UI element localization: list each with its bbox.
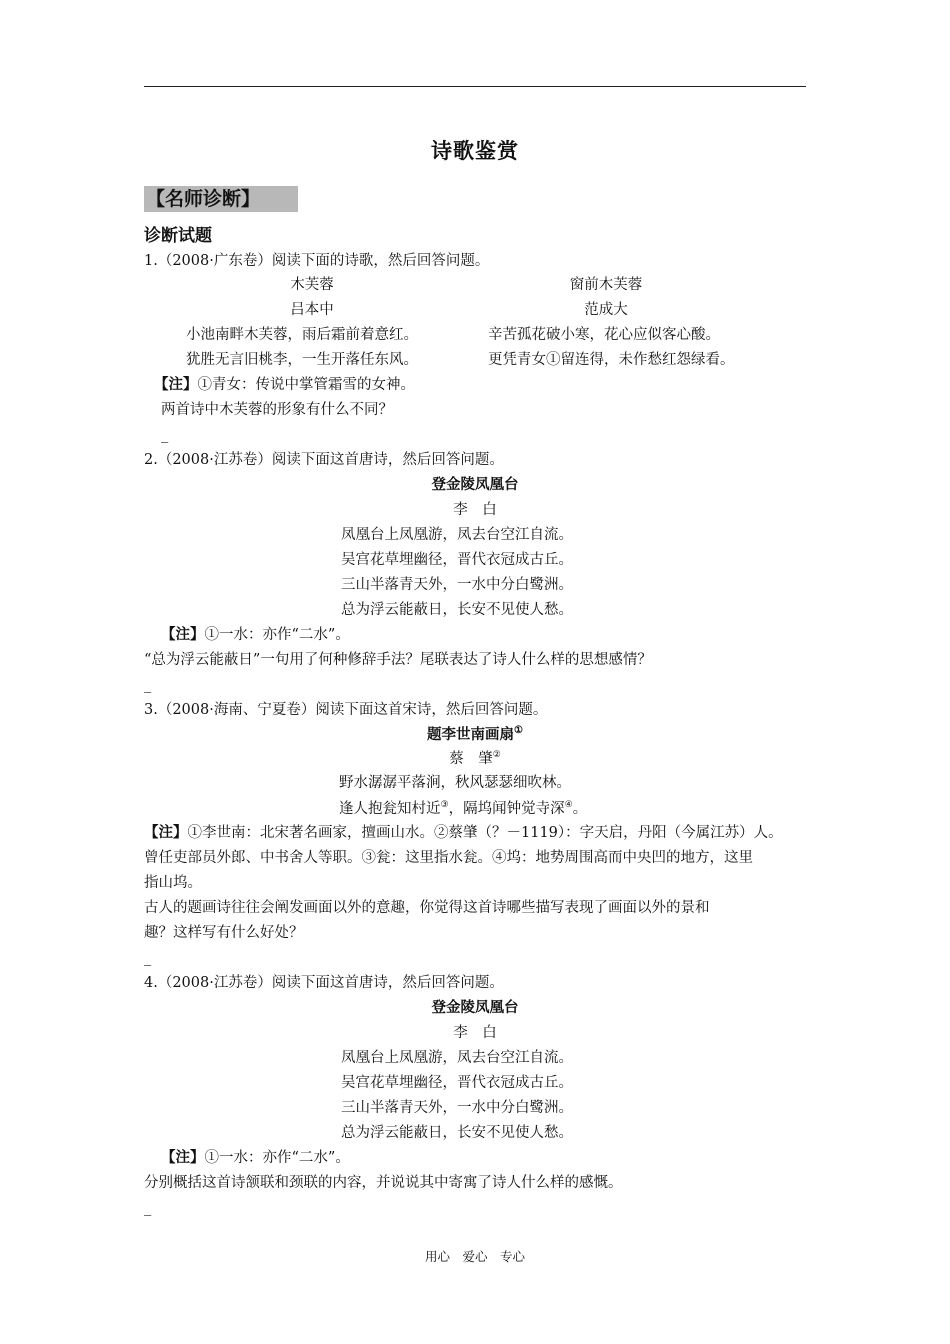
q1-poem-b-author: 范成大 [584, 302, 628, 318]
q1-poem-a-title: 木芙蓉 [290, 277, 334, 293]
q3-poem-title: 题李世南画扇 [427, 725, 515, 743]
q2-line1: 凤凰台上凤凰游，凤去台空江自流。 [341, 527, 573, 543]
q3-line2b: ，隔坞闻钟觉寺深 [448, 800, 565, 817]
q3-note-label: 【注】 [144, 824, 188, 841]
q4-poem-title: 登金陵凤凰台 [431, 999, 519, 1016]
q2-poem-title: 登金陵凤凰台 [431, 476, 519, 493]
q1-poem-b-title: 窗前木芙蓉 [569, 277, 643, 293]
q3-line2a-sup: ③ [440, 800, 449, 810]
q2-note-label: 【注】 [161, 626, 205, 643]
q2-note-text: ①一水：亦作“二水”。 [204, 627, 350, 643]
q3-question-line2: 趣？这样写有什么好处？ [144, 925, 304, 941]
q1-stem: 1.（2008·广东卷）阅读下面的诗歌，然后回答问题。 [144, 253, 490, 269]
q2-answer-blank[interactable]: _ [144, 677, 152, 693]
q3-note-line2: 曾任吏部员外郎、中书舍人等职。③瓮：这里指水瓮。④坞：地势周围高而中央凹的地方，这里 [144, 850, 753, 866]
q1-note [154, 378, 415, 393]
q3-line2a: 逢人抱瓮知村近 [339, 800, 441, 817]
q3-line2b-sup: ④ [564, 800, 573, 810]
q3-author-line [0, 751, 950, 766]
q4-note [161, 1151, 350, 1166]
q1-note-label: 【注】 [154, 376, 198, 393]
q3-note-text-1: ①李世南：北宋著名画家，擅画山水。②蔡肇（？－1119）：字天启，丹阳（今属江苏）人。 [187, 825, 783, 841]
q3-question-line1: 古人的题画诗往往会阐发画面以外的意趣，你觉得这首诗哪些描写表现了画面以外的景和 [144, 900, 710, 916]
q1-note-text: ①青女：传说中掌管霜雪的女神。 [197, 377, 415, 393]
page-footer: 用心 爱心 专心 [424, 1249, 525, 1264]
q4-question: 分别概括这首诗颔联和颈联的内容，并说说其中寄寓了诗人什么样的感慨。 [144, 1175, 623, 1191]
section-label: 【名师诊断】 [144, 186, 298, 212]
q4-stem: 4.（2008·江苏卷）阅读下面这首唐诗，然后回答问题。 [144, 975, 504, 991]
q1-question: 两首诗中木芙蓉的形象有什么不同？ [161, 402, 393, 418]
q3-poem-title-sup: ① [514, 725, 523, 736]
q3-poem-title-line [0, 726, 950, 742]
q3-note-line3: 指山坞。 [144, 875, 202, 891]
q4-line1: 凤凰台上凤凰游，凤去台空江自流。 [341, 1050, 573, 1066]
q1-poem-a-line2: 犹胜无言旧桃李，一生开落任东风。 [186, 352, 418, 368]
q3-author-sup: ② [492, 750, 501, 760]
q1-answer-blank[interactable]: _ [161, 427, 169, 443]
q3-line2 [339, 801, 587, 816]
q3-author: 蔡 肇 [449, 750, 493, 767]
q2-author: 李 白 [453, 502, 497, 518]
q3-stem: 3.（2008·海南、宁夏卷）阅读下面这首宋诗，然后回答问题。 [144, 702, 548, 718]
q4-line2: 吴宫花草埋幽径，晋代衣冠成古丘。 [341, 1075, 573, 1091]
q2-line4: 总为浮云能蔽日，长安不见使人愁。 [341, 602, 573, 618]
q4-answer-blank[interactable]: _ [144, 1200, 152, 1216]
q2-stem: 2.（2008·江苏卷）阅读下面这首唐诗，然后回答问题。 [144, 452, 504, 468]
q1-poem-a-line1: 小池南畔木芙蓉，雨后霜前着意红。 [186, 327, 418, 343]
q2-question: “总为浮云能蔽日”一句用了何种修辞手法？尾联表达了诗人什么样的思想感情？ [144, 652, 652, 668]
q3-line1: 野水潺潺平落涧，秋风瑟瑟细吹林。 [339, 775, 571, 791]
page-title: 诗歌鉴赏 [431, 138, 519, 163]
q3-note-line1 [144, 826, 783, 841]
q2-line3: 三山半落青天外，一水中分白鹭洲。 [341, 577, 573, 593]
header-rule [144, 86, 806, 87]
q4-note-text: ①一水：亦作“二水”。 [204, 1150, 350, 1166]
q3-line2c: 。 [572, 800, 588, 817]
q3-answer-blank[interactable]: _ [144, 950, 152, 966]
q1-poem-b-line1: 辛苦孤花破小寒，花心应似客心酸。 [488, 327, 720, 343]
q4-author: 李 白 [453, 1025, 497, 1041]
q1-poem-a-author: 吕本中 [290, 302, 334, 318]
q2-line2: 吴宫花草埋幽径，晋代衣冠成古丘。 [341, 552, 573, 568]
q4-line4: 总为浮云能蔽日，长安不见使人愁。 [341, 1125, 573, 1141]
subheading: 诊断试题 [144, 226, 212, 246]
q1-poem-b-line2: 更凭青女①留连得，未作愁红怨绿看。 [488, 352, 735, 368]
q4-line3: 三山半落青天外，一水中分白鹭洲。 [341, 1100, 573, 1116]
q2-note [161, 628, 350, 643]
q4-note-label: 【注】 [161, 1149, 205, 1166]
